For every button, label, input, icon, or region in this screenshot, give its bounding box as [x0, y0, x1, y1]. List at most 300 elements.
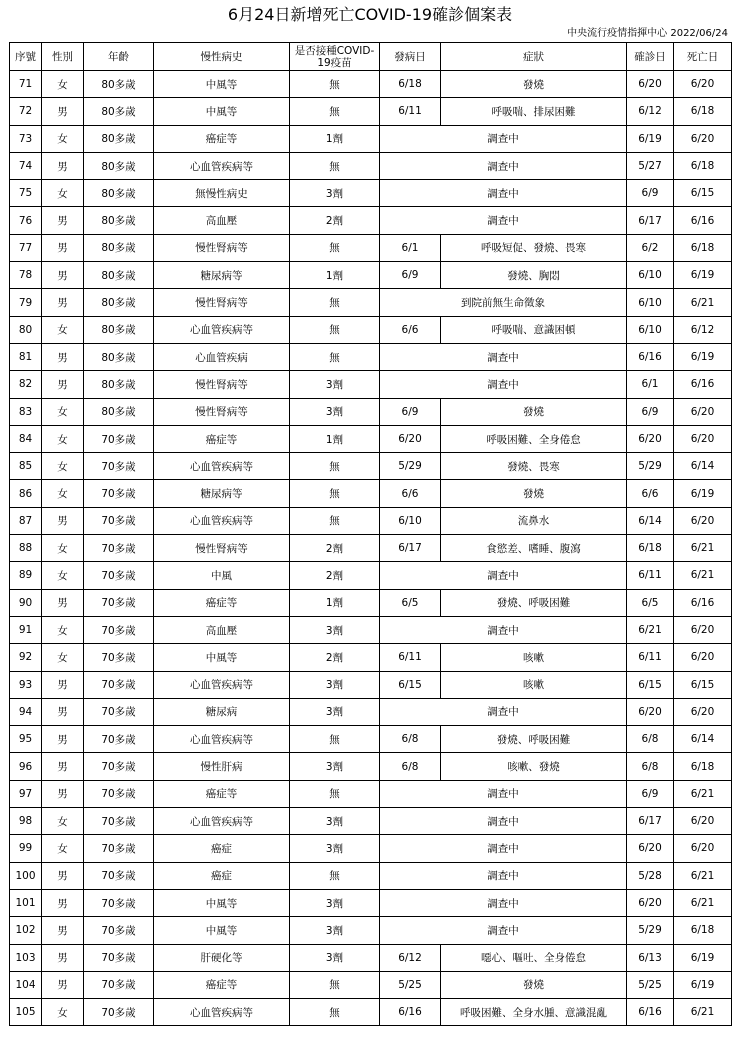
- cell-death-date: 6/16: [674, 589, 732, 616]
- cell-death-date: 6/16: [674, 371, 732, 398]
- cell-vaccine: 無: [290, 726, 380, 753]
- cell-sex: 男: [42, 698, 84, 725]
- cell-vaccine: 2劑: [290, 562, 380, 589]
- cell-vaccine: 1劑: [290, 425, 380, 452]
- cell-confirm-date: 6/10: [627, 289, 674, 316]
- cell-death-date: 6/21: [674, 535, 732, 562]
- cell-confirm-date: 6/20: [627, 425, 674, 452]
- cell-history: 慢性腎病等: [154, 535, 290, 562]
- cell-history: 慢性腎病等: [154, 398, 290, 425]
- cell-vaccine: 3劑: [290, 835, 380, 862]
- cell-onset: 6/12: [380, 944, 441, 971]
- table-row: [10, 262, 732, 289]
- table-row: [10, 207, 732, 234]
- cell-confirm-date: 6/19: [627, 125, 674, 152]
- cell-age: 70多歲: [84, 753, 154, 780]
- cell-vaccine: 3劑: [290, 944, 380, 971]
- cell-no: 74: [10, 152, 42, 179]
- cell-no: 98: [10, 808, 42, 835]
- cell-onset-symptom-merged: 調查中: [380, 780, 627, 807]
- cell-vaccine: 1劑: [290, 589, 380, 616]
- cell-confirm-date: 6/9: [627, 780, 674, 807]
- cell-sex: 男: [42, 289, 84, 316]
- table-row: [10, 125, 732, 152]
- cell-symptom: 噁心、嘔吐、全身倦怠: [441, 944, 627, 971]
- cell-history: 心血管疾病等: [154, 808, 290, 835]
- cell-vaccine: 3劑: [290, 671, 380, 698]
- cell-vaccine: 3劑: [290, 371, 380, 398]
- cell-symptom: 呼吸喘、意識困頓: [441, 316, 627, 343]
- cell-no: 103: [10, 944, 42, 971]
- cell-vaccine: 無: [290, 71, 380, 98]
- table-row: [10, 152, 732, 179]
- cell-sex: 男: [42, 371, 84, 398]
- cell-death-date: 6/18: [674, 234, 732, 261]
- cell-sex: 女: [42, 398, 84, 425]
- cell-vaccine: 3劑: [290, 180, 380, 207]
- cell-onset-symptom-merged: 到院前無生命徵象: [380, 289, 627, 316]
- cell-onset: 6/11: [380, 644, 441, 671]
- cell-onset-symptom-merged: 調查中: [380, 917, 627, 944]
- cell-symptom: 發燒、呼吸困難: [441, 589, 627, 616]
- table-row: [10, 644, 732, 671]
- cell-onset: 6/9: [380, 262, 441, 289]
- page-title: 6月24日新增死亡COVID-19確診個案表: [227, 5, 513, 24]
- cell-confirm-date: 6/20: [627, 835, 674, 862]
- cell-vaccine: 無: [290, 862, 380, 889]
- cell-history: 糖尿病等: [154, 262, 290, 289]
- cell-sex: 女: [42, 180, 84, 207]
- cell-sex: 男: [42, 944, 84, 971]
- cell-history: 高血壓: [154, 207, 290, 234]
- header-history: 慢性病史: [154, 43, 290, 71]
- cell-sex: 男: [42, 889, 84, 916]
- cell-death-date: 6/14: [674, 453, 732, 480]
- cell-sex: 男: [42, 917, 84, 944]
- cell-age: 70多歲: [84, 589, 154, 616]
- cell-age: 80多歲: [84, 398, 154, 425]
- table-row: [10, 780, 732, 807]
- cell-age: 80多歲: [84, 371, 154, 398]
- cell-symptom: 發燒、胸悶: [441, 262, 627, 289]
- cell-death-date: 6/14: [674, 726, 732, 753]
- cell-history: 慢性腎病等: [154, 371, 290, 398]
- cell-vaccine: 1劑: [290, 262, 380, 289]
- cell-onset: 6/6: [380, 316, 441, 343]
- cell-onset: 6/15: [380, 671, 441, 698]
- table-row: [10, 507, 732, 534]
- cell-death-date: 6/19: [674, 480, 732, 507]
- cell-symptom: 發燒: [441, 971, 627, 998]
- cell-age: 70多歲: [84, 453, 154, 480]
- header-vaccine: 是否接種COVID-19疫苗: [290, 43, 380, 71]
- cell-symptom: 流鼻水: [441, 507, 627, 534]
- cell-onset: 6/8: [380, 726, 441, 753]
- table-row: [10, 316, 732, 343]
- cell-sex: 男: [42, 98, 84, 125]
- cell-confirm-date: 6/11: [627, 644, 674, 671]
- cell-symptom: 呼吸喘、排尿困難: [441, 98, 627, 125]
- cell-age: 70多歲: [84, 480, 154, 507]
- cell-no: 91: [10, 616, 42, 643]
- cell-age: 70多歲: [84, 808, 154, 835]
- header-confirm: 確診日: [627, 43, 674, 71]
- cell-history: 中風: [154, 562, 290, 589]
- cell-death-date: 6/20: [674, 808, 732, 835]
- cell-sex: 男: [42, 780, 84, 807]
- table-row: [10, 698, 732, 725]
- cell-vaccine: 3劑: [290, 808, 380, 835]
- cell-age: 70多歲: [84, 780, 154, 807]
- cell-history: 心血管疾病等: [154, 671, 290, 698]
- cell-death-date: 6/20: [674, 644, 732, 671]
- cell-vaccine: 2劑: [290, 535, 380, 562]
- table-row: [10, 835, 732, 862]
- cell-sex: 女: [42, 535, 84, 562]
- cell-vaccine: 2劑: [290, 644, 380, 671]
- table-row: [10, 98, 732, 125]
- cell-no: 85: [10, 453, 42, 480]
- cell-death-date: 6/19: [674, 343, 732, 370]
- table-row: [10, 425, 732, 452]
- cell-symptom: 咳嗽: [441, 644, 627, 671]
- cell-vaccine: 無: [290, 453, 380, 480]
- cell-no: 87: [10, 507, 42, 534]
- cell-symptom: 呼吸短促、發燒、畏寒: [441, 234, 627, 261]
- cell-onset-symptom-merged: 調查中: [380, 808, 627, 835]
- cell-sex: 女: [42, 316, 84, 343]
- cell-onset: 5/29: [380, 453, 441, 480]
- cell-vaccine: 3劑: [290, 889, 380, 916]
- cell-history: 慢性腎病等: [154, 234, 290, 261]
- cell-onset-symptom-merged: 調查中: [380, 835, 627, 862]
- cell-sex: 女: [42, 480, 84, 507]
- cell-history: 心血管疾病等: [154, 316, 290, 343]
- cell-no: 77: [10, 234, 42, 261]
- cell-sex: 男: [42, 207, 84, 234]
- cell-sex: 女: [42, 425, 84, 452]
- table-row: [10, 971, 732, 998]
- cell-vaccine: 3劑: [290, 753, 380, 780]
- cell-age: 70多歲: [84, 616, 154, 643]
- cell-onset: 5/25: [380, 971, 441, 998]
- cell-age: 70多歲: [84, 698, 154, 725]
- cell-onset-symptom-merged: 調查中: [380, 207, 627, 234]
- cell-history: 無慢性病史: [154, 180, 290, 207]
- cell-death-date: 6/20: [674, 507, 732, 534]
- cell-no: 78: [10, 262, 42, 289]
- table-row: [10, 289, 732, 316]
- cell-confirm-date: 6/10: [627, 316, 674, 343]
- cell-sex: 男: [42, 234, 84, 261]
- cell-confirm-date: 6/20: [627, 889, 674, 916]
- cell-symptom: 發燒、呼吸困難: [441, 726, 627, 753]
- cell-sex: 男: [42, 262, 84, 289]
- cell-age: 80多歲: [84, 152, 154, 179]
- table-row: [10, 535, 732, 562]
- cell-sex: 女: [42, 125, 84, 152]
- cell-confirm-date: 6/13: [627, 944, 674, 971]
- table-row: [10, 480, 732, 507]
- cell-sex: 女: [42, 835, 84, 862]
- cell-no: 88: [10, 535, 42, 562]
- cell-confirm-date: 6/21: [627, 616, 674, 643]
- cell-symptom: 發燒: [441, 398, 627, 425]
- cell-history: 心血管疾病等: [154, 152, 290, 179]
- cell-onset: 6/11: [380, 98, 441, 125]
- cell-confirm-date: 5/28: [627, 862, 674, 889]
- header-symptom: 症狀: [441, 43, 627, 71]
- table-row: [10, 616, 732, 643]
- cell-death-date: 6/20: [674, 616, 732, 643]
- cell-onset: 6/9: [380, 398, 441, 425]
- cell-age: 70多歲: [84, 944, 154, 971]
- cell-sex: 男: [42, 589, 84, 616]
- cell-no: 97: [10, 780, 42, 807]
- cell-age: 70多歲: [84, 562, 154, 589]
- cell-symptom: 發燒: [441, 480, 627, 507]
- cell-age: 70多歲: [84, 917, 154, 944]
- cell-death-date: 6/15: [674, 671, 732, 698]
- cell-age: 80多歲: [84, 207, 154, 234]
- header-onset: 發病日: [380, 43, 441, 71]
- cell-vaccine: 3劑: [290, 917, 380, 944]
- cell-history: 癌症等: [154, 971, 290, 998]
- cell-sex: 女: [42, 644, 84, 671]
- cell-no: 94: [10, 698, 42, 725]
- cell-confirm-date: 5/25: [627, 971, 674, 998]
- cell-age: 70多歲: [84, 425, 154, 452]
- cell-onset-symptom-merged: 調查中: [380, 125, 627, 152]
- cell-symptom: 發燒、畏寒: [441, 453, 627, 480]
- cell-age: 80多歲: [84, 234, 154, 261]
- cell-onset-symptom-merged: 調查中: [380, 616, 627, 643]
- table-row: [10, 234, 732, 261]
- cell-vaccine: 2劑: [290, 207, 380, 234]
- table-row: [10, 343, 732, 370]
- cell-age: 70多歲: [84, 644, 154, 671]
- cell-confirm-date: 5/29: [627, 453, 674, 480]
- cell-no: 76: [10, 207, 42, 234]
- cell-confirm-date: 6/17: [627, 207, 674, 234]
- cell-history: 心血管疾病等: [154, 507, 290, 534]
- cell-onset-symptom-merged: 調查中: [380, 152, 627, 179]
- table-header-row: [10, 43, 732, 71]
- cell-history: 癌症: [154, 835, 290, 862]
- cases-table: [9, 42, 732, 1026]
- cell-sex: 男: [42, 507, 84, 534]
- cell-history: 肝硬化等: [154, 944, 290, 971]
- cell-age: 80多歲: [84, 71, 154, 98]
- cell-death-date: 6/18: [674, 98, 732, 125]
- cell-sex: 女: [42, 71, 84, 98]
- cell-history: 糖尿病: [154, 698, 290, 725]
- cell-history: 癌症等: [154, 589, 290, 616]
- cell-onset-symptom-merged: 調查中: [380, 698, 627, 725]
- cell-vaccine: 無: [290, 480, 380, 507]
- cell-history: 慢性腎病等: [154, 289, 290, 316]
- cell-vaccine: 無: [290, 234, 380, 261]
- header-sex: 性別: [42, 43, 84, 71]
- cell-onset: 6/1: [380, 234, 441, 261]
- cell-age: 80多歲: [84, 125, 154, 152]
- cell-age: 80多歲: [84, 343, 154, 370]
- cell-no: 72: [10, 98, 42, 125]
- cell-sex: 女: [42, 808, 84, 835]
- cell-sex: 男: [42, 971, 84, 998]
- cell-confirm-date: 6/12: [627, 98, 674, 125]
- cell-onset: 6/16: [380, 999, 441, 1026]
- table-row: [10, 71, 732, 98]
- cell-no: 89: [10, 562, 42, 589]
- cell-no: 82: [10, 371, 42, 398]
- table-row: [10, 726, 732, 753]
- cell-death-date: 6/21: [674, 562, 732, 589]
- cell-history: 高血壓: [154, 616, 290, 643]
- cell-sex: 男: [42, 343, 84, 370]
- header-age: 年齡: [84, 43, 154, 71]
- cell-history: 心血管疾病等: [154, 999, 290, 1026]
- cell-onset-symptom-merged: 調查中: [380, 371, 627, 398]
- cell-confirm-date: 6/14: [627, 507, 674, 534]
- cell-death-date: 6/21: [674, 889, 732, 916]
- cell-sex: 男: [42, 671, 84, 698]
- cell-sex: 男: [42, 152, 84, 179]
- cell-history: 癌症等: [154, 125, 290, 152]
- cell-symptom: 發燒: [441, 71, 627, 98]
- cell-onset: 6/8: [380, 753, 441, 780]
- cell-no: 99: [10, 835, 42, 862]
- cell-history: 中風等: [154, 917, 290, 944]
- cell-no: 101: [10, 889, 42, 916]
- cell-vaccine: 無: [290, 999, 380, 1026]
- cell-death-date: 6/21: [674, 780, 732, 807]
- cell-sex: 女: [42, 999, 84, 1026]
- cell-no: 81: [10, 343, 42, 370]
- cell-confirm-date: 5/29: [627, 917, 674, 944]
- cell-death-date: 6/16: [674, 207, 732, 234]
- cell-onset-symptom-merged: 調查中: [380, 343, 627, 370]
- cell-confirm-date: 6/20: [627, 698, 674, 725]
- cell-age: 80多歲: [84, 316, 154, 343]
- cell-onset-symptom-merged: 調查中: [380, 862, 627, 889]
- cell-history: 癌症: [154, 862, 290, 889]
- cell-no: 100: [10, 862, 42, 889]
- cell-history: 心血管疾病等: [154, 453, 290, 480]
- table-row: [10, 999, 732, 1026]
- cell-onset: 6/20: [380, 425, 441, 452]
- cell-no: 73: [10, 125, 42, 152]
- cell-onset-symptom-merged: 調查中: [380, 180, 627, 207]
- cell-death-date: 6/20: [674, 425, 732, 452]
- cell-death-date: 6/20: [674, 698, 732, 725]
- cell-onset: 6/10: [380, 507, 441, 534]
- cell-age: 70多歲: [84, 726, 154, 753]
- cell-age: 70多歲: [84, 862, 154, 889]
- cell-no: 83: [10, 398, 42, 425]
- cell-confirm-date: 6/16: [627, 343, 674, 370]
- cell-confirm-date: 6/1: [627, 371, 674, 398]
- cell-no: 84: [10, 425, 42, 452]
- cell-confirm-date: 6/5: [627, 589, 674, 616]
- cell-vaccine: 3劑: [290, 698, 380, 725]
- cell-vaccine: 1劑: [290, 125, 380, 152]
- table-row: [10, 808, 732, 835]
- table-row: [10, 889, 732, 916]
- cell-age: 70多歲: [84, 671, 154, 698]
- cell-vaccine: 無: [290, 343, 380, 370]
- cell-death-date: 6/12: [674, 316, 732, 343]
- cell-confirm-date: 6/18: [627, 535, 674, 562]
- cell-vaccine: 無: [290, 289, 380, 316]
- cell-death-date: 6/19: [674, 971, 732, 998]
- cell-vaccine: 3劑: [290, 616, 380, 643]
- cell-history: 心血管疾病: [154, 343, 290, 370]
- cell-sex: 男: [42, 753, 84, 780]
- cell-history: 心血管疾病等: [154, 726, 290, 753]
- cell-vaccine: 無: [290, 152, 380, 179]
- cell-age: 80多歲: [84, 180, 154, 207]
- cell-confirm-date: 6/8: [627, 753, 674, 780]
- cell-death-date: 6/20: [674, 835, 732, 862]
- cell-symptom: 咳嗽: [441, 671, 627, 698]
- source-date: 中央流行疫情指揮中心 2022/06/24: [567, 28, 728, 39]
- cell-vaccine: 無: [290, 316, 380, 343]
- cell-no: 79: [10, 289, 42, 316]
- cell-confirm-date: 6/10: [627, 262, 674, 289]
- cell-no: 102: [10, 917, 42, 944]
- cell-onset: 6/18: [380, 71, 441, 98]
- cell-vaccine: 無: [290, 98, 380, 125]
- table-row: [10, 753, 732, 780]
- cell-death-date: 6/21: [674, 289, 732, 316]
- cell-sex: 女: [42, 562, 84, 589]
- cell-death-date: 6/19: [674, 944, 732, 971]
- cell-no: 105: [10, 999, 42, 1026]
- table-row: [10, 944, 732, 971]
- cell-sex: 女: [42, 453, 84, 480]
- cell-history: 癌症等: [154, 425, 290, 452]
- cell-age: 80多歲: [84, 289, 154, 316]
- cell-no: 95: [10, 726, 42, 753]
- cell-confirm-date: 6/9: [627, 180, 674, 207]
- cell-age: 70多歲: [84, 999, 154, 1026]
- cell-death-date: 6/15: [674, 180, 732, 207]
- cell-confirm-date: 6/17: [627, 808, 674, 835]
- cell-age: 70多歲: [84, 535, 154, 562]
- table-row: [10, 862, 732, 889]
- cell-no: 86: [10, 480, 42, 507]
- cell-age: 70多歲: [84, 971, 154, 998]
- cell-history: 中風等: [154, 889, 290, 916]
- cell-death-date: 6/21: [674, 862, 732, 889]
- cell-confirm-date: 6/6: [627, 480, 674, 507]
- cell-death-date: 6/20: [674, 398, 732, 425]
- cell-confirm-date: 6/16: [627, 999, 674, 1026]
- table-row: [10, 453, 732, 480]
- cell-onset: 6/17: [380, 535, 441, 562]
- table-row: [10, 589, 732, 616]
- cell-death-date: 6/18: [674, 753, 732, 780]
- cell-age: 80多歲: [84, 262, 154, 289]
- cell-no: 71: [10, 71, 42, 98]
- cell-sex: 男: [42, 862, 84, 889]
- cell-death-date: 6/19: [674, 262, 732, 289]
- cell-confirm-date: 6/15: [627, 671, 674, 698]
- cell-no: 92: [10, 644, 42, 671]
- cell-no: 93: [10, 671, 42, 698]
- cell-no: 80: [10, 316, 42, 343]
